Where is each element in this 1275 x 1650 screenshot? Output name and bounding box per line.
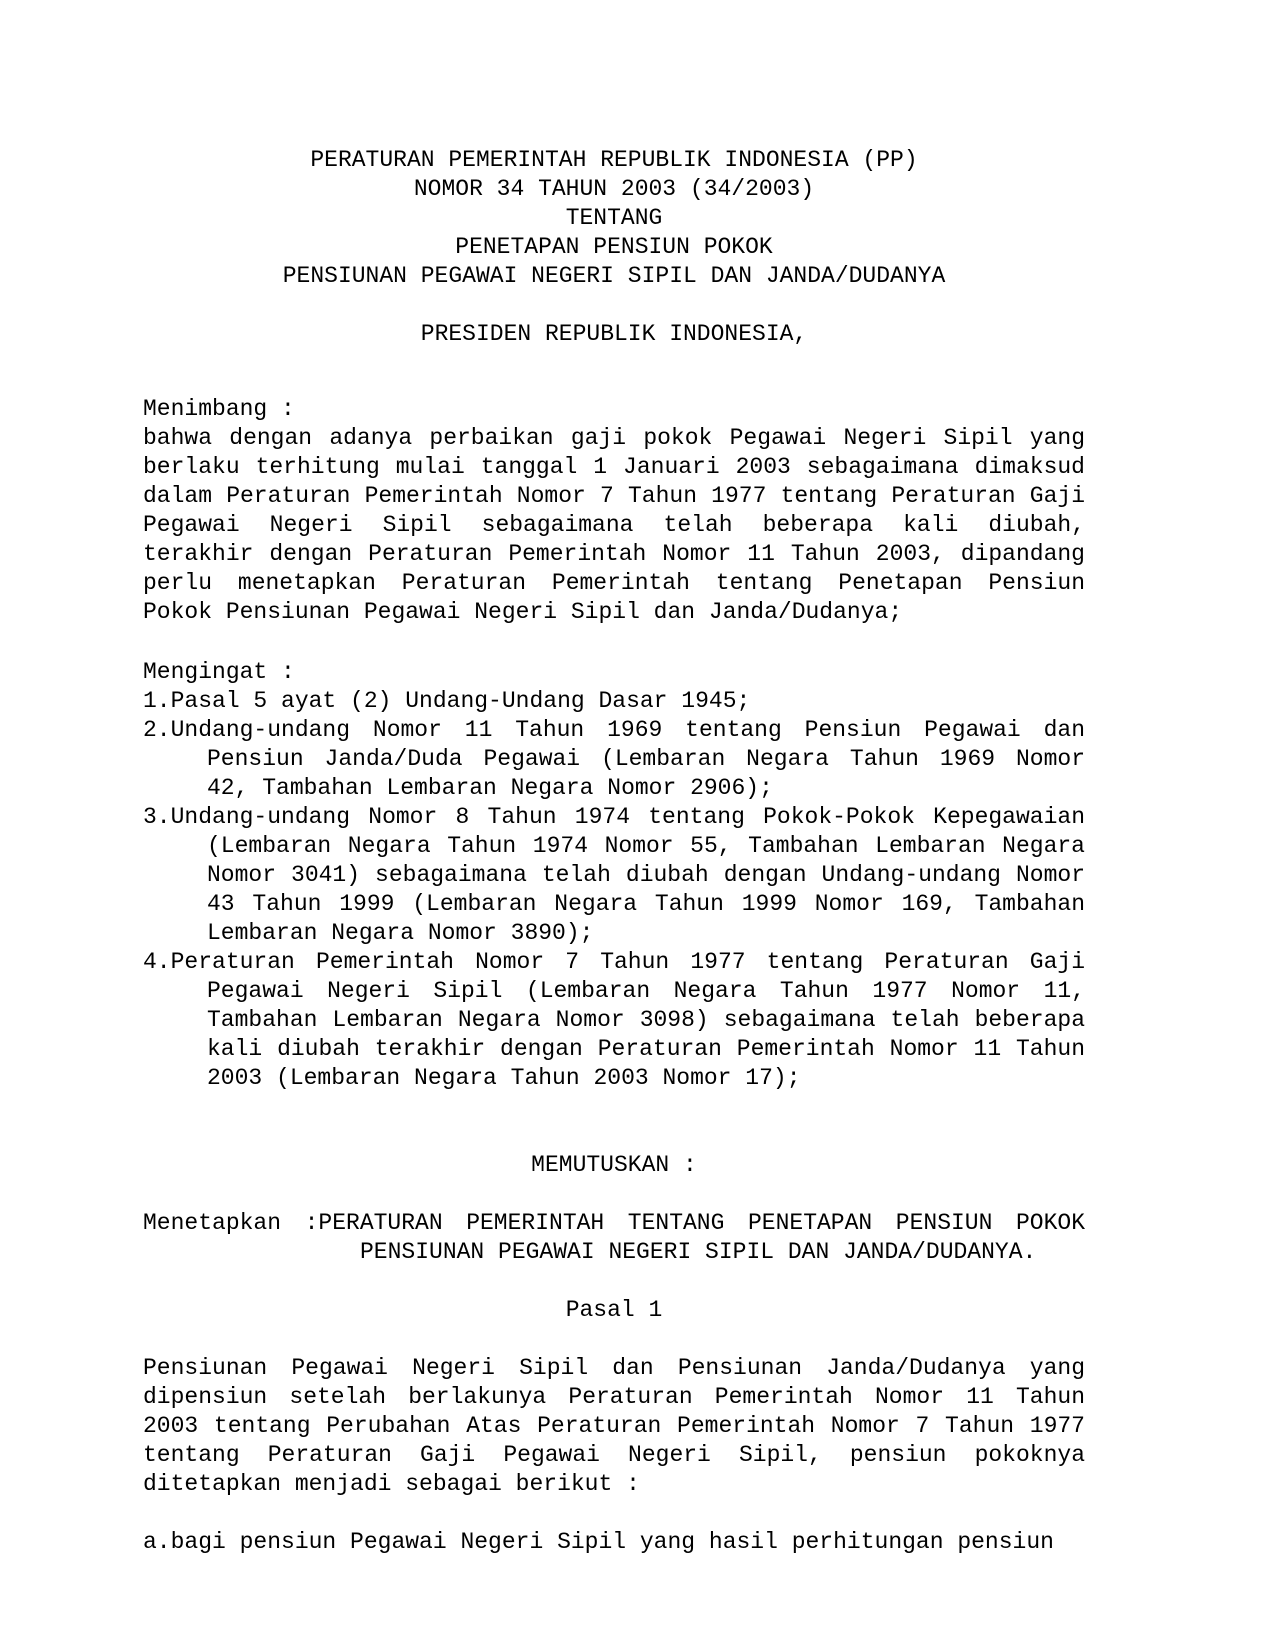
title-line-3: TENTANG <box>565 205 663 231</box>
pasal-1-body: Pensiunan Pegawai Negeri Sipil dan Pensiunan Janda/Dudanya yang dipensiun setelah berlakunya Peraturan Pemerintah Nomor 11 Tahun 2003 tentang Perubahan Atas Peraturan Pemerintah Nomor 7 Tahun 1977 tentang Peraturan Gaji Pegawai Negeri Sipil, pensiun pokoknya ditetapkan menjadi sebagai berikut : <box>143 1355 1085 1497</box>
pasal-1-item-a: a.bagi pensiun Pegawai Negeri Sipil yang hasil perhitungan pensiun <box>143 1529 1054 1555</box>
menetapkan-line-1 <box>143 1209 1085 1238</box>
menimbang-section <box>143 395 1085 627</box>
menetapkan-text-2: PENSIUNAN PEGAWAI NEGERI SIPIL DAN JANDA/DUDANYA. <box>360 1239 1037 1265</box>
title-line-5: PENSIUNAN PEGAWAI NEGERI SIPIL DAN JANDA/DUDANYA <box>282 263 946 289</box>
title-line-4: PENETAPAN PENSIUN POKOK <box>455 234 773 260</box>
mengingat-item-1: 1.Pasal 5 ayat (2) Undang-Undang Dasar 1945; <box>143 688 751 714</box>
pasal-1-heading: Pasal 1 <box>565 1297 663 1323</box>
title-line-1: PERATURAN PEMERINTAH REPUBLIK INDONESIA (PP) <box>310 147 918 173</box>
menetapkan-label: Menetapkan : <box>143 1210 319 1236</box>
document-title <box>143 146 1085 291</box>
mengingat-item-4: 4.Peraturan Pemerintah Nomor 7 Tahun 1977 tentang Peraturan Gaji Pegawai Negeri Sipil (Lembaran Negara Tahun 1977 Nomor 11, Tambahan Lembaran Negara Nomor 3098) sebagaimana telah beberapa kali diubah terakhir dengan Peraturan Pemerintah Nomor 11 Tahun 2003 (Lembaran Negara Tahun 2003 Nomor 17); <box>143 949 1085 1091</box>
title-line-2: NOMOR 34 TAHUN 2003 (34/2003) <box>413 176 815 202</box>
mengingat-label: Mengingat : <box>143 659 295 685</box>
menetapkan-text-1: PERATURAN PEMERINTAH TENTANG PENETAPAN PENSIUN POKOK <box>318 1210 1085 1236</box>
mengingat-section <box>143 658 1085 1093</box>
mengingat-item-2: 2.Undang-undang Nomor 11 Tahun 1969 tentang Pensiun Pegawai dan Pensiun Janda/Duda Pegawai (Lembaran Negara Tahun 1969 Nomor 42, Tambahan Lembaran Negara Nomor 2906); <box>143 717 1085 801</box>
menimbang-label: Menimbang : <box>143 396 295 422</box>
memutuskan-heading: MEMUTUSKAN : <box>531 1152 697 1178</box>
menetapkan-section <box>143 1209 1085 1267</box>
issuer-line: PRESIDEN REPUBLIK INDONESIA, <box>420 321 808 347</box>
menimbang-body: bahwa dengan adanya perbaikan gaji pokok Pegawai Negeri Sipil yang berlaku terhitung mulai tanggal 1 Januari 2003 sebagaimana dimaksud dalam Peraturan Pemerintah Nomor 7 Tahun 1977 tentang Peraturan Gaji Pegawai Negeri Sipil sebagaimana telah beberapa kali diubah, terakhir dengan Peraturan Pemerintah Nomor 11 Tahun 2003, dipandang perlu menetapkan Peraturan Pemerintah tentang Penetapan Pensiun Pokok Pensiunan Pegawai Negeri Sipil dan Janda/Dudanya; <box>143 425 1085 625</box>
mengingat-item-3: 3.Undang-undang Nomor 8 Tahun 1974 tentang Pokok-Pokok Kepegawaian (Lembaran Negara Tahun 1974 Nomor 55, Tambahan Lembaran Negara Nomor 3041) sebagaimana telah diubah dengan Undang-undang Nomor 43 Tahun 1999 (Lembaran Negara Tahun 1999 Nomor 169, Tambahan Lembaran Negara Nomor 3890); <box>143 804 1085 946</box>
